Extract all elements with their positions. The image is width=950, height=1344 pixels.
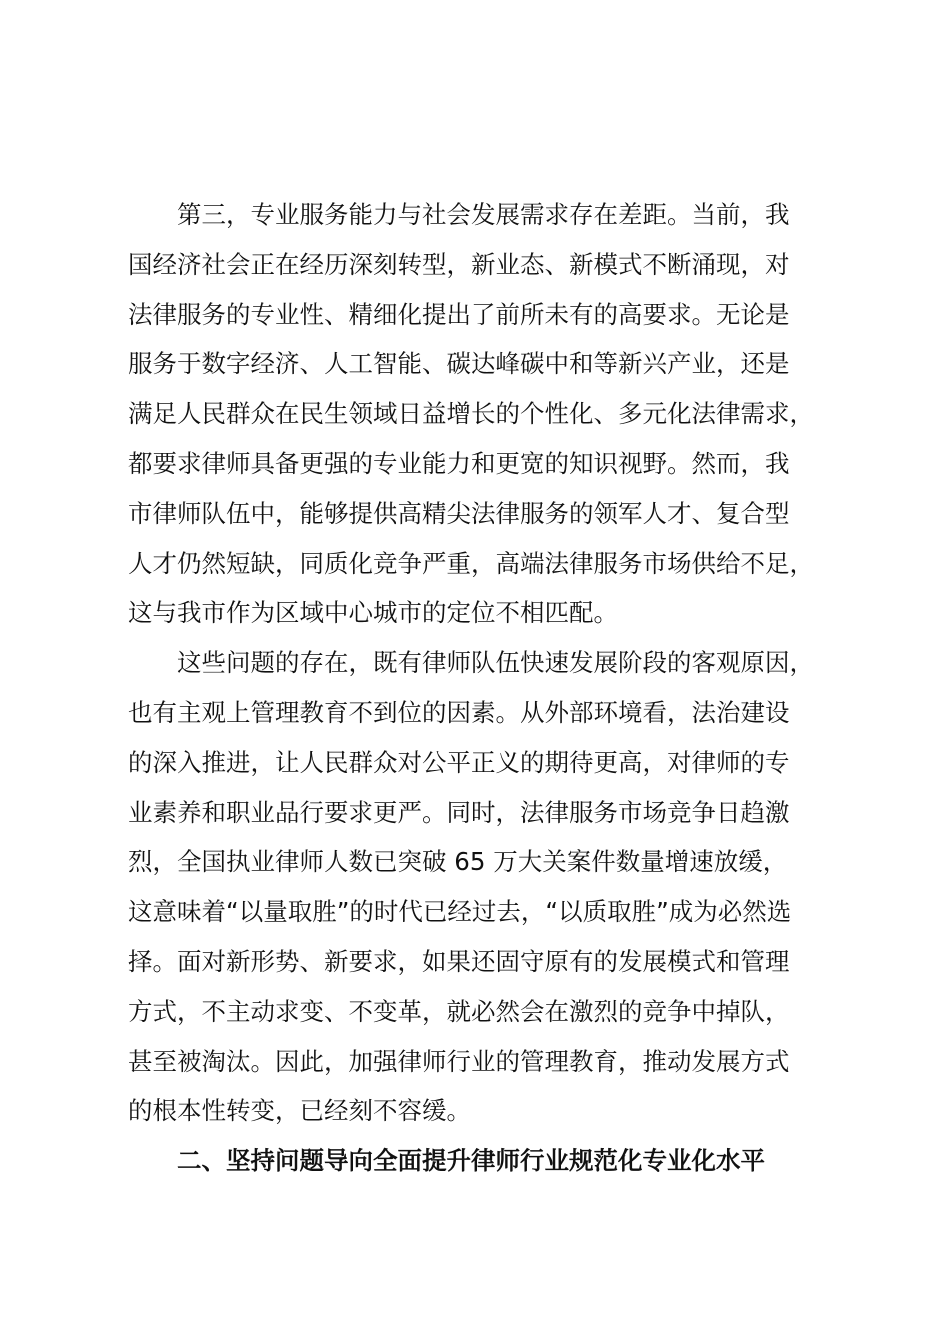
text-line: 第三，专业服务能力与社会发展需求存在差距。当前，我 bbox=[177, 200, 790, 229]
text-line: 烈，全国执业律师人数已突破 65 万大关案件数量增速放缓， bbox=[128, 847, 788, 877]
text-line: 这与我市作为区域中心城市的定位不相匹配。 bbox=[128, 598, 618, 628]
text-line: 服务于数字经济、人工智能、碳达峰碳中和等新兴产业，还是 bbox=[128, 349, 790, 379]
text-line: 的深入推进，让人民群众对公平正义的期待更高，对律师的专 bbox=[128, 747, 790, 777]
text-line: 甚至被淘汰。因此，加强律师行业的管理教育，推动发展方式 bbox=[128, 1046, 790, 1076]
paragraph-2 bbox=[128, 638, 850, 1136]
text-line: 方式，不主动求变、不变革，就必然会在激烈的竞争中掉队， bbox=[128, 996, 790, 1026]
section-heading: 二、坚持问题导向全面提升律师行业规范化专业化水平 bbox=[177, 1146, 765, 1176]
text-line: 市律师队伍中，能够提供高精尖法律服务的领军人才、复合型 bbox=[128, 498, 790, 528]
text-line: 这些问题的存在，既有律师队伍快速发展阶段的客观原因， bbox=[177, 648, 814, 678]
text-line: 的根本性转变，已经刻不容缓。 bbox=[128, 1096, 471, 1126]
text-line: 国经济社会正在经历深刻转型，新业态、新模式不断涌现，对 bbox=[128, 249, 790, 279]
text-line: 人才仍然短缺，同质化竞争严重，高端法律服务市场供给不足， bbox=[128, 548, 814, 578]
text-line: 都要求律师具备更强的专业能力和更宽的知识视野。然而，我 bbox=[128, 448, 790, 478]
text-line: 择。面对新形势、新要求，如果还固守原有的发展模式和管理 bbox=[128, 946, 790, 976]
text-line: 也有主观上管理教育不到位的因素。从外部环境看，法治建设 bbox=[128, 697, 790, 727]
text-line: 满足人民群众在民生领域日益增长的个性化、多元化法律需求， bbox=[128, 399, 814, 429]
text-line: 这意味着“以量取胜”的时代已经过去，“以质取胜”成为必然选 bbox=[128, 897, 792, 927]
paragraph-1 bbox=[128, 190, 850, 638]
text-line: 法律服务的专业性、精细化提出了前所未有的高要求。无论是 bbox=[128, 299, 790, 329]
document-body bbox=[128, 190, 850, 1186]
text-line: 业素养和职业品行要求更严。同时，法律服务市场竞争日趋激 bbox=[128, 797, 790, 827]
